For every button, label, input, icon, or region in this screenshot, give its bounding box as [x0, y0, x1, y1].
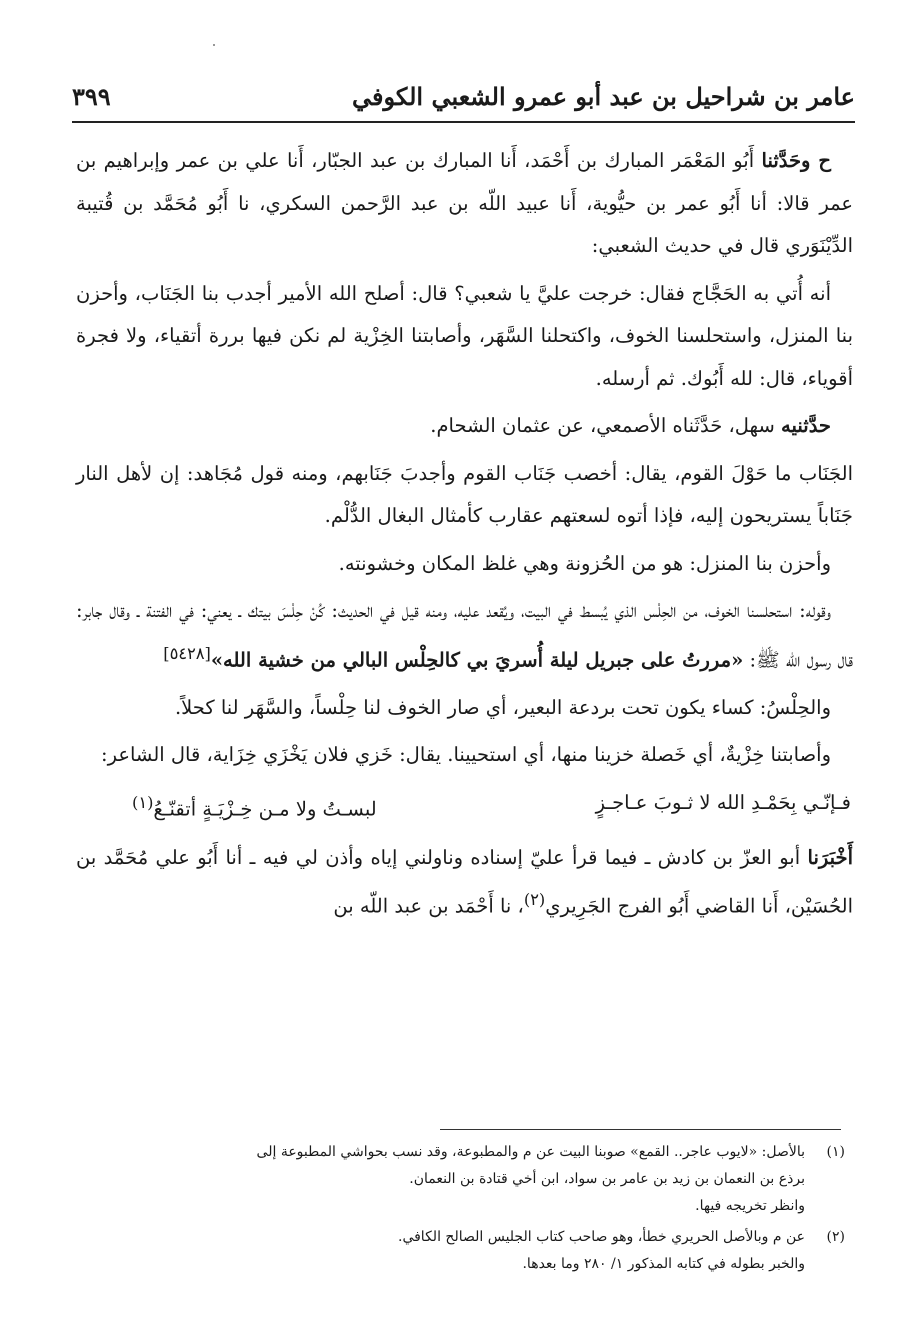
paragraph-hajjaj-story: أنه أُتي به الحَجَّاج فقال: خرجت عليَّ يا شعبي؟ قال: أصلح الله الأمير أجدب بنا الجَنَاب، وأحزن بنا المنزل، واستحلسنا الخوف، واكتحلنا السَّهَر، وأصابتنا الخِزْية لم نكن فيها بررة أتقياء، ولا فجرة أقوياء، قال: لله أَبُوك. ثم أرسله. — [76, 281, 853, 390]
paragraph-hils-meaning: والحِلْسُ: كساء يكون تحت بردعة البعير، أي صار الخوف لنا حِلْساً، والسَّهَر لنا كحلاً. — [174, 695, 831, 719]
page-header — [72, 82, 855, 118]
hadith-quote: «مررتُ على جبريل ليلة أُسريَ بي كالحِلْس البالي من خشية الله» — [210, 648, 744, 671]
footnote-marker: (١) — [132, 792, 154, 812]
verse-first-hemistich: فـإنّـي بِحَمْـدِ الله لا ثـوبَ عـاجـزٍ — [595, 790, 851, 814]
footnote-number: (٢) — [826, 1229, 845, 1245]
footnote-2 — [74, 1224, 845, 1278]
paragraph-khizya: وأصابتنا خِزْيةٌ، أي خَصلة خزينا منها، أي استحيينا. يقال: خَزي فلان يَخْزَي خِزَاية، قال الشاعر: — [101, 743, 831, 766]
footnote-number: (١) — [826, 1144, 845, 1160]
paragraph-isnad-3 — [76, 837, 853, 929]
isnad-lead: ح وحَدَّثنا — [761, 149, 832, 172]
footnote-text: عن م وبالأصل الحريري خطأ، وهو صاحب كتاب الجليس الصالح الكافي. والخبر بطوله في كتابه المذكور ١/ ٢٨٠ وما بعدها. — [398, 1229, 805, 1272]
isnad-lead: أَخْبَرَنا — [807, 845, 853, 869]
footnote-text: بالأصل: «لايوب عاجر.. القمع» صوبنا البيت عن م والمطبوعة، وقد نسب بحواشي المطبوعة إلى برذع بن النعمان بن زيد بن عامر بن سواد، ابن أخي قتادة بن النعمان. وانظر تخريجه فيها. — [256, 1144, 805, 1214]
paragraph-janab: الجَنَاب ما حَوْلَ القوم، يقال: أخصب جَنَاب القوم وأجدبَ جَنَابهم، ومنه قول مُجَاهد: إن لأهل النار جَنَاباً يستريحون إليه، فإذا أتوه لسعتهم عقارب كأمثال البغال الدُّلْم. — [76, 461, 853, 527]
paragraph-isnad-2 — [76, 405, 853, 448]
verse-second-hemistich: لبسـتُ ولا مـن خِـزْيَـةٍ أتقنّـعُ$^{(١)}$ — [132, 792, 377, 820]
footnotes — [74, 1139, 845, 1282]
poetry-verse — [76, 782, 853, 831]
paragraph-text: سهل، حَدَّثَناه الأصمعي، عن عثمان الشحام. — [430, 414, 782, 437]
main-text — [76, 140, 853, 933]
hadith-number: [٥٤٢٨] — [163, 643, 211, 663]
footnote-1 — [74, 1139, 845, 1220]
running-title: عامر بن شراحيل بن عبد أبو عمرو الشعبي الكوفي — [351, 82, 855, 111]
footnote-marker: (٢) — [523, 890, 546, 909]
page-number: ٣٩٩ — [72, 82, 111, 111]
paragraph-isnad-1 — [76, 140, 853, 268]
paragraph-hils-hadith — [76, 590, 853, 682]
paragraph-text: أبو العزّ بن كادش ـ فيما قرأ عليّ إسناده وناولني إياه وأذن لي فيه ـ أنا أَبُو علي مُحَمَّد بن الحُسَيْن، أَنا القاضي أَبُو الفرج الجَرِيري — [76, 845, 853, 918]
paragraph-text: أَبُو المَعْمَر المبارك بن أَحْمَد، أَنا المبارك بن عبد الجبّار، أَنا علي بن عمر وإبراهيم بن عمر قالا: أنا أَبُو عمر بن حيُّوية، أَنا عبيد اللّه بن عبد الرَّحمن السكري، نا أَبُو مُحَمَّد بن قُتيبة الدِّيْنَوَري قال في حديث الشعبي: — [76, 149, 853, 257]
isnad-lead: حدَّثنيه — [781, 414, 831, 437]
paragraph-text: ، نا أَحْمَد بن عبد اللّه بن — [333, 894, 524, 918]
footnote-rule — [440, 1129, 841, 1130]
page-speck — [213, 44, 215, 46]
header-rule — [72, 121, 855, 123]
paragraph-ahzan: وأحزن بنا المنزل: هو من الحُزونة وهي غلظ المكان وخشونته. — [338, 551, 831, 575]
paragraph-text: وقوله: استحلسنا الخوف، من الحِلْس الذي يُبسط في البيت، ويُقعد عليه، ومنه قيل في الحديث: كُنْ حِلْسَ بيتك ـ يعني: في الفتنة ـ وقال جابر: قال رسول الله ﷺ: — [76, 599, 853, 671]
